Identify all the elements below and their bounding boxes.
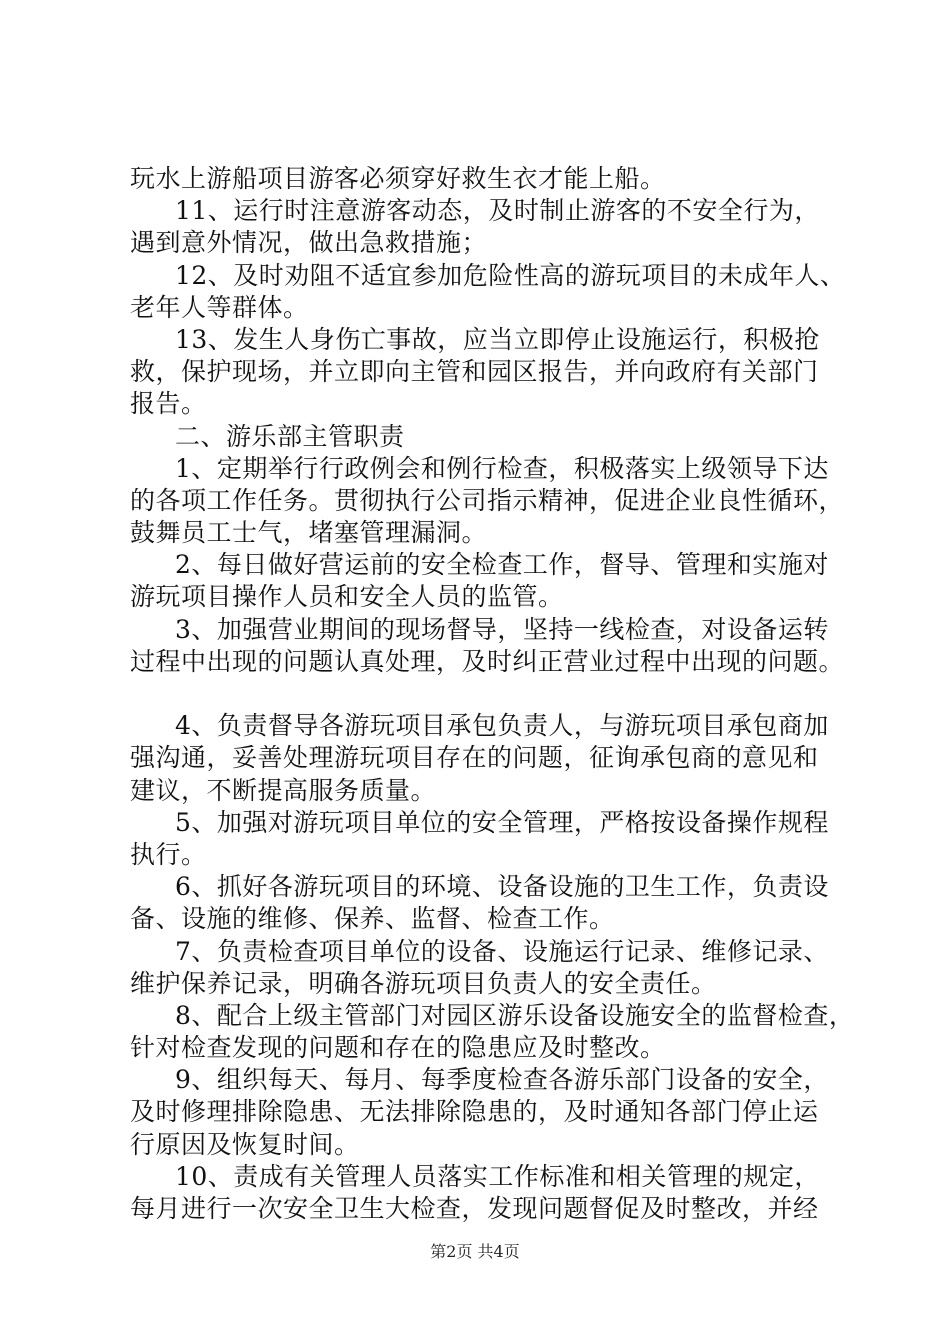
text-line: 建议，不断提高服务质量。: [130, 775, 437, 805]
text-line: 救，保护现场，并立即向主管和园区报告，并向政府有关部门: [130, 357, 819, 387]
text-line: 及时修理排除隐患、无法排除隐患的，及时通知各部门停止运: [130, 1097, 819, 1127]
page-number-footer: 第2页 共4页: [430, 1242, 520, 1261]
text-line: 1、定期举行行政例会和例行检查，积极落实上级领导下达: [175, 453, 829, 483]
document-body: [130, 163, 858, 1225]
text-line: 3、加强营业期间的现场督导，坚持一线检查，对设备运转: [175, 614, 829, 644]
text-line: 4、负责督导各游玩项目承包负责人，与游玩项目承包商加: [175, 711, 829, 741]
text-line: 维护保养记录，明确各游玩项目负责人的安全责任。: [130, 968, 717, 998]
text-line: 12、及时劝阻不适宜参加危险性高的游玩项目的未成年人、: [175, 260, 846, 290]
text-line: 强沟通，妥善处理游玩项目存在的问题，征询承包商的意见和: [130, 743, 819, 773]
text-line: 9、组织每天、每月、每季度检查各游乐部门设备的安全，: [175, 1065, 829, 1095]
text-line: 备、设施的维修、保养、监督、检查工作。: [130, 904, 615, 934]
text-line: 玩水上游船项目游客必须穿好救生衣才能上船。: [130, 164, 666, 193]
text-line: 鼓舞员工士气，堵塞管理漏洞。: [130, 518, 488, 548]
text-line: 11、运行时注意游客动态，及时制止游客的不安全行为，: [175, 196, 820, 226]
text-line: 8、配合上级主管部门对园区游乐设备设施安全的监督检查，: [175, 1000, 855, 1030]
text-line: 6、抓好各游玩项目的环境、设备设施的卫生工作，负责设: [175, 872, 829, 902]
text-line: 的各项工作任务。贯彻执行公司指示精神，促进企业良性循环，: [130, 485, 845, 515]
text-line: 报告。: [130, 389, 207, 419]
section-heading: 二、游乐部主管职责: [175, 421, 405, 451]
text-line: 10、责成有关管理人员落实工作标准和相关管理的规定，: [175, 1161, 820, 1191]
text-line: 老年人等群体。: [130, 292, 309, 322]
text-line: 每月进行一次安全卫生大检查，发现问题督促及时整改，并经: [130, 1194, 819, 1223]
text-line: 执行。: [130, 839, 207, 869]
text-line: 7、负责检查项目单位的设备、设施运行记录、维修记录、: [175, 936, 829, 966]
blank-line: [130, 678, 858, 710]
text-line: 行原因及恢复时间。: [130, 1129, 360, 1159]
text-line: 2、每日做好营运前的安全检查工作，督导、管理和实施对: [175, 550, 829, 580]
text-line: 过程中出现的问题认真处理，及时纠正营业过程中出现的问题。: [130, 646, 845, 676]
text-line: 5、加强对游玩项目单位的安全管理，严格按设备操作规程: [175, 807, 829, 837]
text-line: 遇到意外情况，做出急救措施；: [130, 228, 488, 258]
text-line: 游玩项目操作人员和安全人员的监管。: [130, 582, 564, 612]
text-line: 针对检查发现的问题和存在的隐患应及时整改。: [130, 1033, 666, 1063]
text-line: 13、发生人身伤亡事故，应当立即停止设施运行，积极抢: [175, 324, 820, 354]
